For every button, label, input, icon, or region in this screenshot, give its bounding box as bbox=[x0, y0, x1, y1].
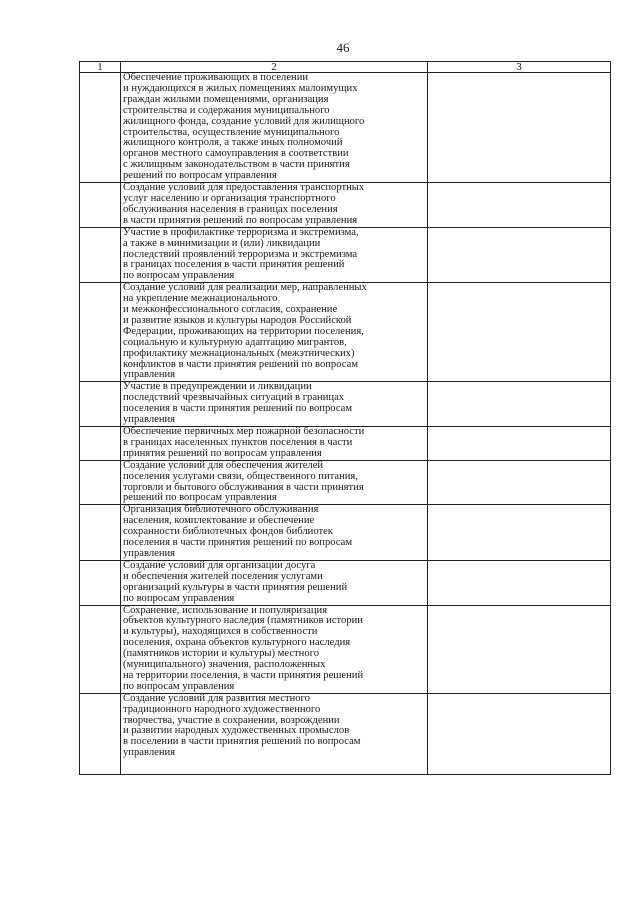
cell-powers-text: Создание условий для предоставления транспортных услуг населению и организация транспортного обслуживания населения в границах поселения в части принятия решений по вопросам управления bbox=[121, 183, 428, 228]
cell-number bbox=[80, 605, 121, 693]
cell-notes bbox=[428, 382, 611, 427]
table-row bbox=[80, 560, 611, 605]
cell-number bbox=[80, 227, 121, 283]
cell-number bbox=[80, 560, 121, 605]
cell-notes bbox=[428, 605, 611, 693]
table-row bbox=[80, 460, 611, 505]
cell-powers-text: Создание условий для обеспечения жителей поселения услугами связи, общественного питания, торговли и бытового обслуживания в части принятия решений по вопросам управления bbox=[121, 460, 428, 505]
table-row bbox=[80, 427, 611, 461]
cell-notes bbox=[428, 560, 611, 605]
cell-number bbox=[80, 460, 121, 505]
table-row bbox=[80, 605, 611, 693]
cell-powers-text: Создание условий для реализации мер, направленных на укрепление межнационального и межконфессионального согласия, сохранение и развитие языков и культуры народов Российской Федерации, проживающих на территории поселения, социальную и культурную адаптацию мигрантов, профилактику межнациональных (межэтнических) конфликтов в части принятия решений по вопросам управления bbox=[121, 283, 428, 382]
table-header-row bbox=[80, 62, 611, 73]
competence-table bbox=[79, 61, 611, 775]
cell-number bbox=[80, 427, 121, 461]
cell-powers-text: Создание условий для развития местного традиционного народного художественного творчества, участие в сохранении, возрождении и развитии народных художественных промыслов в поселении в части принятия решений по вопросам управления bbox=[121, 693, 428, 774]
cell-number bbox=[80, 183, 121, 228]
cell-number bbox=[80, 73, 121, 183]
cell-powers-text: Участие в профилактике терроризма и экстремизма, а также в минимизации и (или) ликвидации последствий проявлений терроризма и экстремизма в границах поселения в части принятия решений по вопросам управления bbox=[121, 227, 428, 283]
table-row bbox=[80, 382, 611, 427]
cell-notes bbox=[428, 183, 611, 228]
cell-notes bbox=[428, 73, 611, 183]
cell-notes bbox=[428, 227, 611, 283]
column-header-2: 2 bbox=[121, 62, 428, 73]
column-header-1: 1 bbox=[80, 62, 121, 73]
cell-powers-text: Сохранение, использование и популяризация объектов культурного наследия (памятников истории и культуры), находящихся в собственности поселения, охрана объектов культурного наследия (памятников истории и культуры) местного (муниципального) значения, расположенных на территории поселения, в части принятия решений по вопросам управления bbox=[121, 605, 428, 693]
column-header-3: 3 bbox=[428, 62, 611, 73]
cell-number bbox=[80, 505, 121, 561]
cell-powers-text: Участие в предупреждении и ликвидации последствий чрезвычайных ситуаций в границах поселения в части принятия решений по вопросам управления bbox=[121, 382, 428, 427]
cell-powers-text: Создание условий для организации досуга и обеспечения жителей поселения услугами организаций культуры в части принятия решений по вопросам управления bbox=[121, 560, 428, 605]
cell-powers-text: Обеспечение первичных мер пожарной безопасности в границах населенных пунктов поселения в части принятия решений по вопросам управления bbox=[121, 427, 428, 461]
cell-number bbox=[80, 382, 121, 427]
table-row bbox=[80, 227, 611, 283]
cell-notes bbox=[428, 427, 611, 461]
cell-notes bbox=[428, 505, 611, 561]
cell-notes bbox=[428, 693, 611, 774]
page-number: 46 bbox=[336, 40, 350, 55]
table-row bbox=[80, 505, 611, 561]
table-row bbox=[80, 693, 611, 774]
cell-powers-text: Организация библиотечного обслуживания населения, комплектование и обеспечение сохранности библиотечных фондов библиотек поселения в части принятия решений по вопросам управления bbox=[121, 505, 428, 561]
table-row bbox=[80, 73, 611, 183]
table-row bbox=[80, 283, 611, 382]
table-row bbox=[80, 183, 611, 228]
cell-number bbox=[80, 693, 121, 774]
cell-notes bbox=[428, 460, 611, 505]
cell-number bbox=[80, 283, 121, 382]
cell-notes bbox=[428, 283, 611, 382]
cell-powers-text: Обеспечение проживающих в поселении и нуждающихся в жилых помещениях малоимущих граждан жилыми помещениями, организация строительства и содержания муниципального жилищного фонда, создание условий для жилищного строительства, осуществление муниципального жилищного контроля, а также иных полномочий органов местного самоуправления в соответствии с жилищным законодательством в части принятия решений по вопросам управления bbox=[121, 73, 428, 183]
